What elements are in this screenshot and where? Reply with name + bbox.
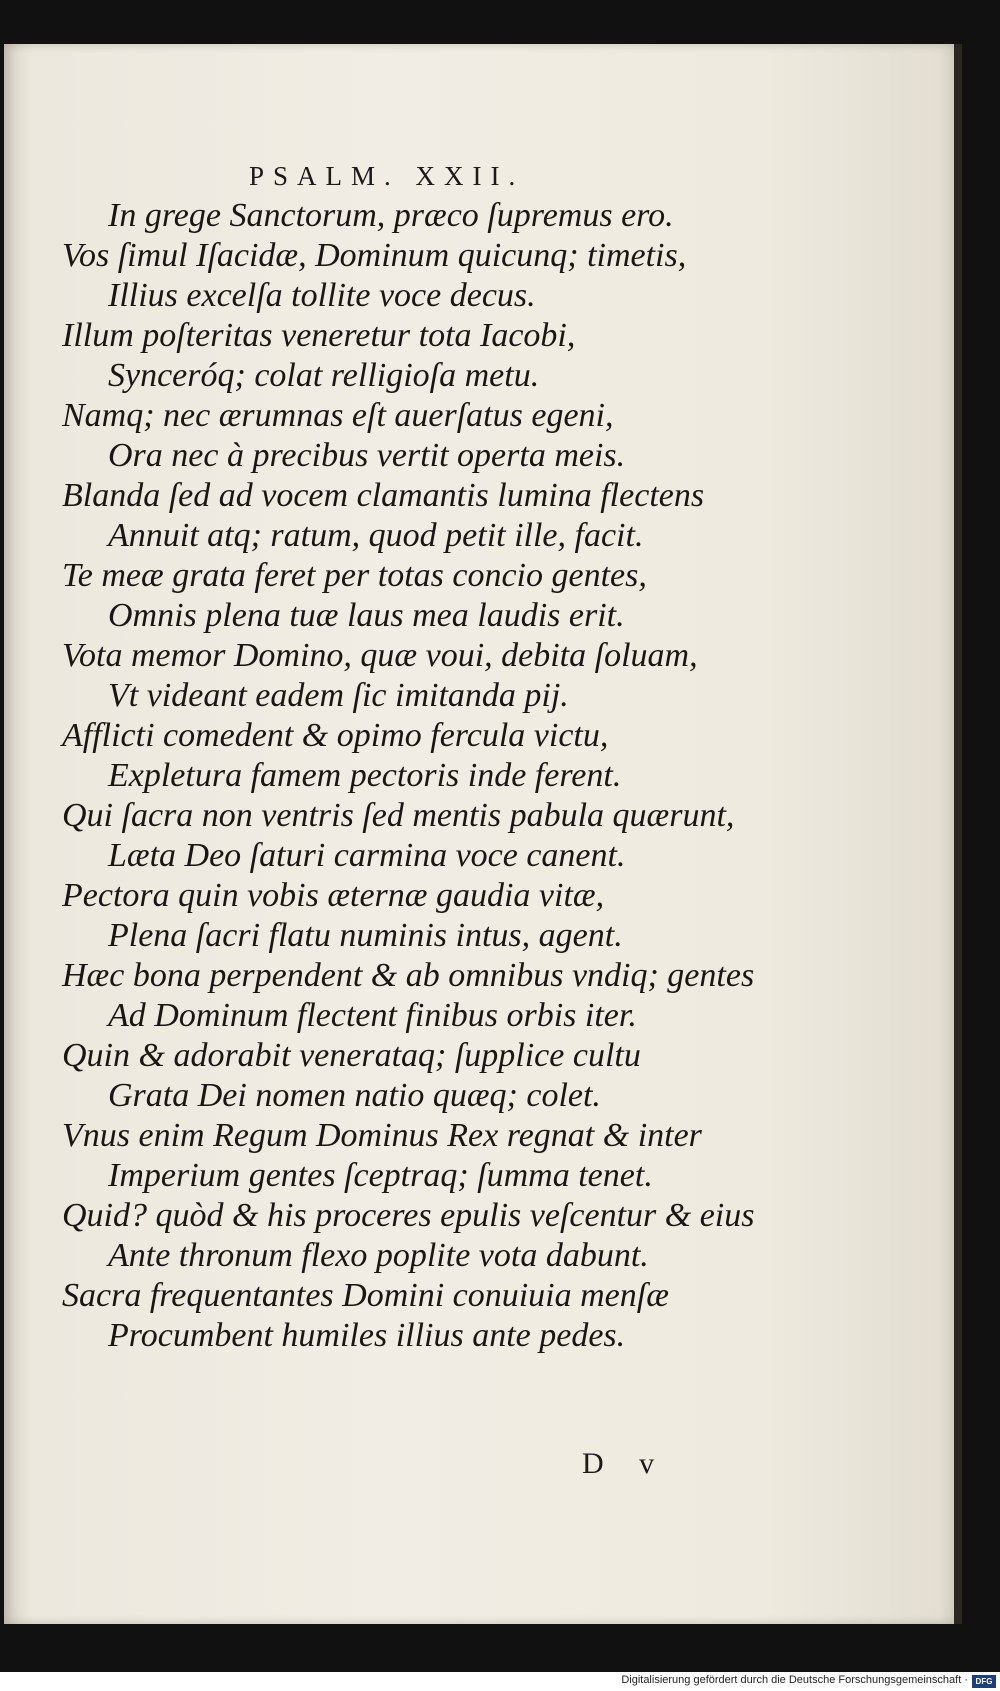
- verse-line: Qui ſacra non ventris ſed mentis pabula quærunt,: [62, 797, 735, 834]
- verse-line: Vnus enim Regum Dominus Rex regnat & inter: [62, 1117, 702, 1154]
- verse-line: Vos ſimul Iſacidæ, Dominum quicunq; timetis,: [62, 237, 687, 274]
- signature-mark: D v: [582, 1447, 669, 1480]
- verse-line: Vota memor Domino, quæ voui, debita ſoluam,: [62, 637, 698, 674]
- verse-line: Ad Dominum flectent finibus orbis iter.: [108, 997, 637, 1034]
- verse-line: Blanda ſed ad vocem clamantis lumina flectens: [62, 477, 705, 514]
- verse-line: Ora nec à precibus vertit operta meis.: [108, 437, 626, 474]
- verse-line: Te meæ grata feret per totas concio gentes,: [62, 557, 647, 594]
- footer-bar: [0, 1672, 1000, 1691]
- verse-line: Synceróq; colat relligioſa metu.: [108, 357, 540, 394]
- verse-line: Namq; nec ærumnas eſt auerſatus egeni,: [62, 397, 614, 434]
- verse-line: Plena ſacri flatu numinis intus, agent.: [108, 917, 623, 954]
- book-page: [4, 44, 954, 1624]
- verse-line: Vt videant eadem ſic imitanda pij.: [108, 677, 569, 714]
- verse-line: Læta Deo ſaturi carmina voce canent.: [108, 837, 626, 874]
- running-header: PSALM. XXII.: [249, 161, 525, 191]
- verse-line: Quid? quòd & his proceres epulis veſcentur & eius: [62, 1197, 755, 1234]
- verse-line: Ante thronum flexo poplite vota dabunt.: [108, 1237, 649, 1274]
- funding-credit: Digitalisierung gefördert durch die Deutsche Forschungsgemeinschaft ·: [621, 1674, 968, 1686]
- verse-line: Expletura famem pectoris inde ferent.: [108, 757, 622, 794]
- verse-line: Omnis plena tuæ laus mea laudis erit.: [108, 597, 625, 634]
- verse-line: Hæc bona perpendent & ab omnibus vndiq; gentes: [62, 957, 755, 994]
- verse-line: Sacra frequentantes Domini conuiuia menſæ: [62, 1277, 669, 1314]
- verse-line: In grege Sanctorum, præco ſupremus ero.: [108, 197, 674, 234]
- verse-line: Illum poſteritas veneretur tota Iacobi,: [62, 317, 576, 354]
- verse-line: Imperium gentes ſceptraq; ſumma tenet.: [108, 1157, 653, 1194]
- dfg-logo-icon: DFG: [972, 1675, 996, 1688]
- verse-line: Afflicti comedent & opimo fercula victu,: [62, 717, 609, 754]
- verse-line: Grata Dei nomen natio quæq; colet.: [108, 1077, 601, 1114]
- verse-line: Annuit atq; ratum, quod petit ille, facit.: [108, 517, 644, 554]
- verse-line: Pectora quin vobis æternæ gaudia vitæ,: [62, 877, 605, 914]
- verse-line: Illius excelſa tollite voce decus.: [108, 277, 536, 314]
- verse-line: Procumbent humiles illius ante pedes.: [108, 1317, 626, 1354]
- page-edge: [954, 44, 962, 1624]
- verse-line: Quin & adorabit venerataq; ſupplice cultu: [62, 1037, 641, 1074]
